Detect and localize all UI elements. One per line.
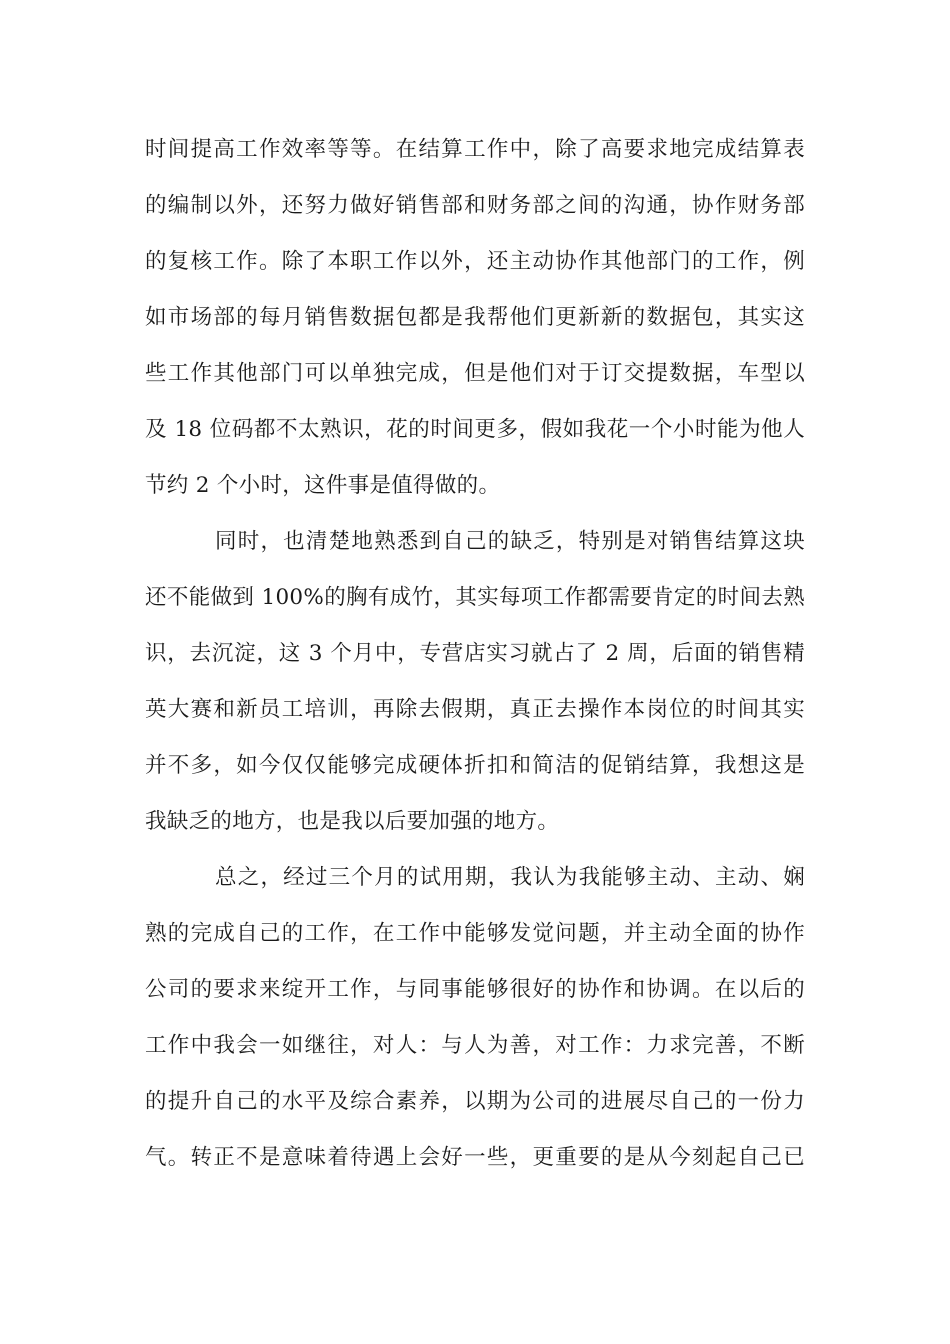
paragraph-line-17: 工作中我会一如继往，对人：与人为善，对工作：力求完善，不断 <box>145 1033 805 1058</box>
paragraph-line-5: 些工作其他部门可以单独完成，但是他们对于订交提数据，车型以 <box>145 361 805 386</box>
paragraph-line-18: 的提升自己的水平及综合素养，以期为公司的进展尽自己的一份力 <box>145 1089 805 1114</box>
paragraph-line-12: 并不多，如今仅仅能够完成硬体折扣和简洁的促销结算，我想这是 <box>145 753 805 778</box>
paragraph-line-11: 英大赛和新员工培训，再除去假期，真正去操作本岗位的时间其实 <box>145 697 805 722</box>
paragraph-line-8: 同时，也清楚地熟悉到自己的缺乏，特别是对销售结算这块 <box>215 529 805 554</box>
paragraph-line-13: 我缺乏的地方，也是我以后要加强的地方。 <box>145 809 560 834</box>
paragraph-line-4: 如市场部的每月销售数据包都是我帮他们更新新的数据包，其实这 <box>145 305 805 330</box>
paragraph-line-16: 公司的要求来绽开工作，与同事能够很好的协作和协调。在以后的 <box>145 977 805 1002</box>
paragraph-line-9: 还不能做到 100%的胸有成竹，其实每项工作都需要肯定的时间去熟 <box>145 585 805 610</box>
paragraph-line-15: 熟的完成自己的工作，在工作中能够发觉问题，并主动全面的协作 <box>145 921 805 946</box>
paragraph-line-3: 的复核工作。除了本职工作以外，还主动协作其他部门的工作，例 <box>145 249 805 274</box>
paragraph-line-2: 的编制以外，还努力做好销售部和财务部之间的沟通，协作财务部 <box>145 193 805 218</box>
paragraph-line-19: 气。转正不是意味着待遇上会好一些，更重要的是从今刻起自己已 <box>145 1145 805 1170</box>
paragraph-line-7: 节约 2 个小时，这件事是值得做的。 <box>145 473 501 498</box>
paragraph-line-14: 总之，经过三个月的试用期，我认为我能够主动、主动、娴 <box>215 865 805 890</box>
paragraph-line-10: 识，去沉淀，这 3 个月中，专营店实习就占了 2 周，后面的销售精 <box>145 641 805 666</box>
paragraph-line-6: 及 18 位码都不太熟识，花的时间更多，假如我花一个小时能为他人 <box>145 417 805 442</box>
paragraph-line-1: 时间提高工作效率等等。在结算工作中，除了高要求地完成结算表 <box>145 137 805 162</box>
